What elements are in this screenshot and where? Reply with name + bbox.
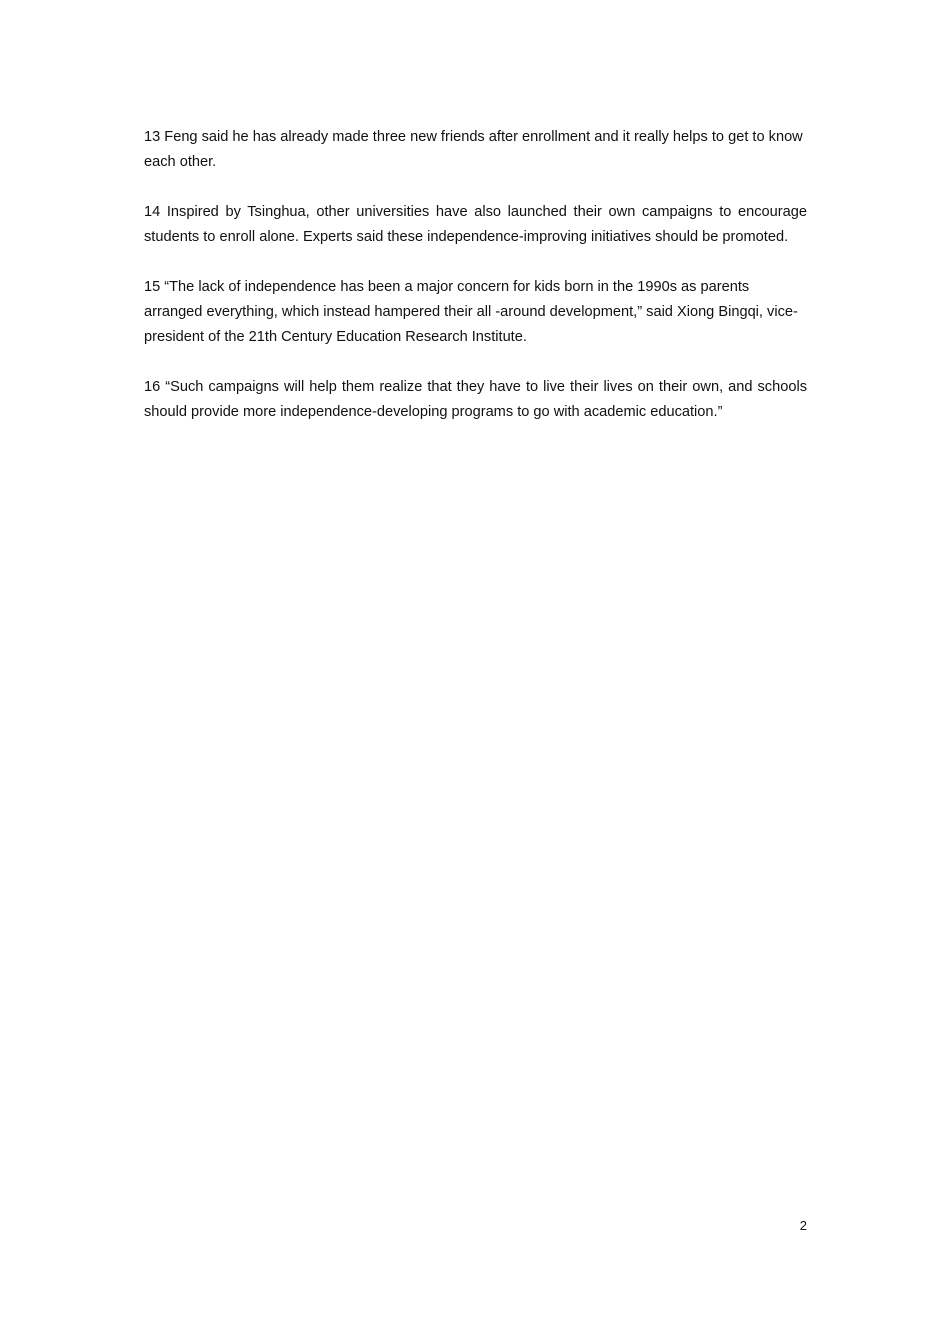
document-body <box>144 125 807 450</box>
paragraph-16: 16 “Such campaigns will help them realize that they have to live their lives on their own, and schools should provide more independence-developing programs to go with academic education.” <box>144 379 807 420</box>
paragraph-13: 13 Feng said he has already made three new friends after enrollment and it really helps to get to know each other. <box>144 129 803 170</box>
paragraph-14: 14 Inspired by Tsinghua, other universities have also launched their own campaigns to encourage students to enroll alone. Experts said these independence-improving initiatives should be promoted. <box>144 204 807 245</box>
page-number: 2 <box>799 1218 807 1233</box>
paragraph-15: 15 “The lack of independence has been a major concern for kids born in the 1990s as parents arranged everything, which instead hampered their all -around development,” said Xiong Bingqi, vice-president of the 21th Century Education Research Institute. <box>144 279 798 345</box>
